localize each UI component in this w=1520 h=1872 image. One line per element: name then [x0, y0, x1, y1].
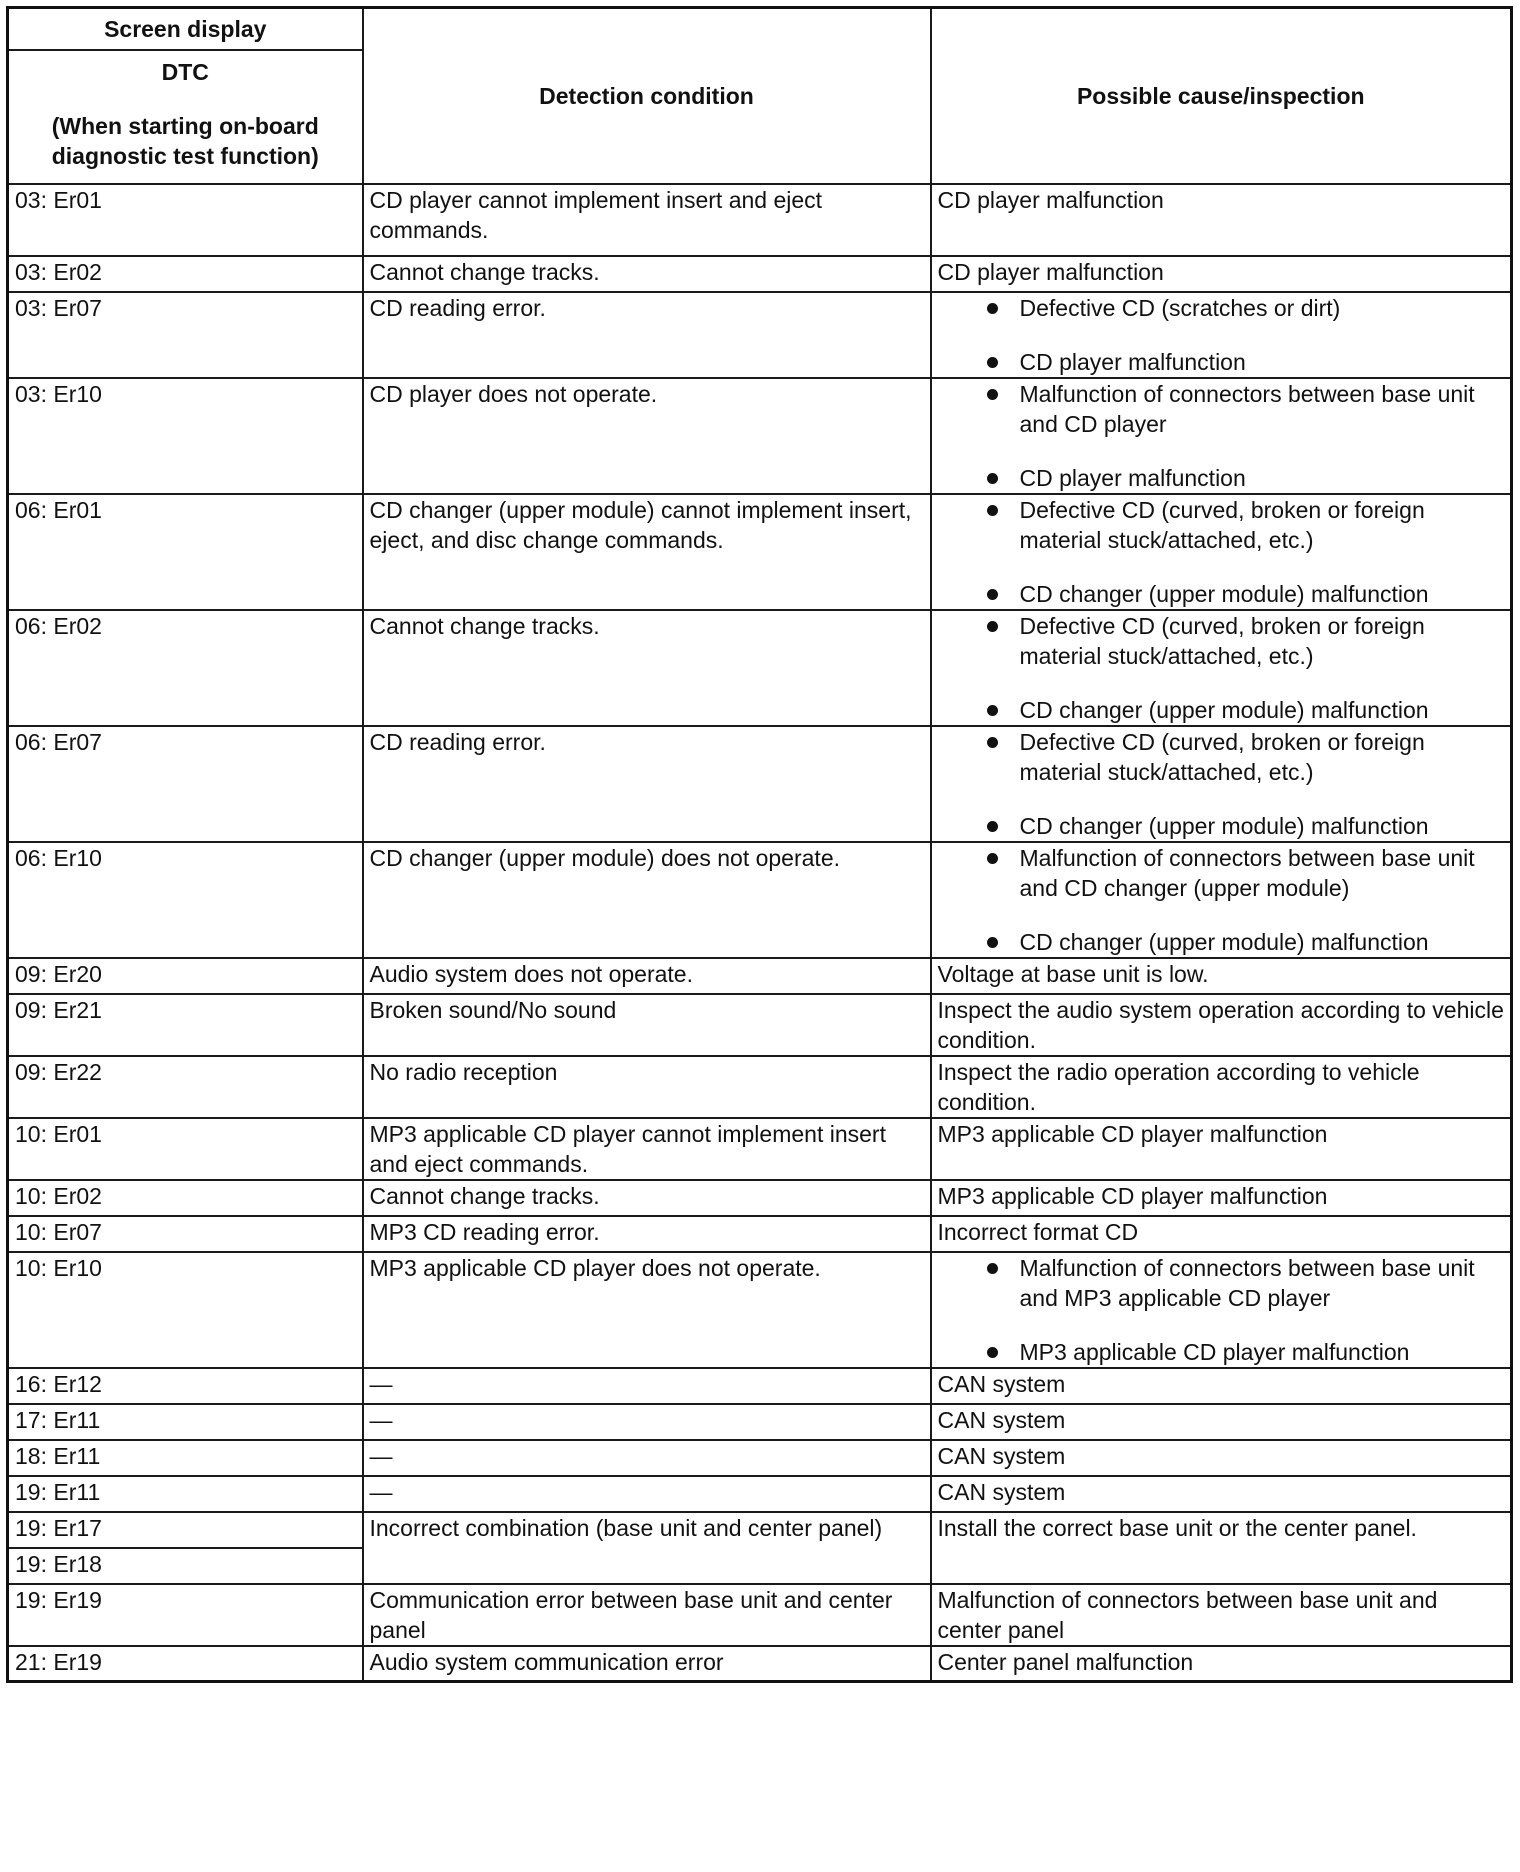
possible-cause [931, 842, 1512, 958]
table-row [8, 958, 1512, 994]
cause-bullet-list [938, 293, 1505, 377]
cause-bullet-item: Defective CD (curved, broken or foreign material stuck/attached, etc.) [938, 495, 1505, 555]
header-screen-display: Screen display [8, 8, 363, 50]
dtc-code: 09: Er22 [8, 1056, 363, 1118]
detection-condition: CD reading error. [363, 292, 931, 378]
detection-condition: No radio reception [363, 1056, 931, 1118]
possible-cause: CAN system [931, 1404, 1512, 1440]
detection-condition: Communication error between base unit and center panel [363, 1584, 931, 1646]
cause-bullet-item: MP3 applicable CD player malfunction [938, 1337, 1505, 1367]
cause-bullet-item: Malfunction of connectors between base unit and CD player [938, 379, 1505, 439]
detection-condition: Audio system does not operate. [363, 958, 931, 994]
detection-condition: Cannot change tracks. [363, 256, 931, 292]
possible-cause: MP3 applicable CD player malfunction [931, 1118, 1512, 1180]
detection-condition: Audio system communication error [363, 1646, 931, 1682]
detection-condition: MP3 CD reading error. [363, 1216, 931, 1252]
detection-condition: Broken sound/No sound [363, 994, 931, 1056]
possible-cause: Center panel malfunction [931, 1646, 1512, 1682]
dtc-code: 10: Er07 [8, 1216, 363, 1252]
table-row [8, 994, 1512, 1056]
cause-bullet-item: Defective CD (curved, broken or foreign material stuck/attached, etc.) [938, 611, 1505, 671]
detection-condition: — [363, 1440, 931, 1476]
cause-bullet-item: Defective CD (curved, broken or foreign material stuck/attached, etc.) [938, 727, 1505, 787]
detection-condition: MP3 applicable CD player cannot implement insert and eject commands. [363, 1118, 931, 1180]
dtc-code: 21: Er19 [8, 1646, 363, 1682]
possible-cause [931, 1252, 1512, 1368]
table-row [8, 726, 1512, 842]
cause-bullet-item: CD changer (upper module) malfunction [938, 579, 1505, 609]
possible-cause [931, 494, 1512, 610]
cause-bullet-list [938, 611, 1505, 725]
dtc-table-container [6, 6, 1513, 1683]
possible-cause: Malfunction of connectors between base unit and center panel [931, 1584, 1512, 1646]
dtc-code: 10: Er10 [8, 1252, 363, 1368]
possible-cause: CD player malfunction [931, 256, 1512, 292]
table-row [8, 1476, 1512, 1512]
dtc-code: 06: Er07 [8, 726, 363, 842]
cause-bullet-item: Defective CD (scratches or dirt) [938, 293, 1505, 323]
dtc-table-body [8, 184, 1512, 1682]
detection-condition: MP3 applicable CD player does not operate. [363, 1252, 931, 1368]
table-row [8, 378, 1512, 494]
dtc-code: 03: Er02 [8, 256, 363, 292]
table-row [8, 292, 1512, 378]
header-dtc-note-2: diagnostic test function) [51, 142, 319, 169]
table-row [8, 256, 1512, 292]
dtc-code: 18: Er11 [8, 1440, 363, 1476]
detection-condition: CD player does not operate. [363, 378, 931, 494]
dtc-code: 06: Er02 [8, 610, 363, 726]
header-dtc [8, 50, 363, 184]
possible-cause: CD player malfunction [931, 184, 1512, 256]
dtc-code: 09: Er20 [8, 958, 363, 994]
cause-bullet-list [938, 495, 1505, 609]
dtc-code: 06: Er10 [8, 842, 363, 958]
cause-bullet-item: CD changer (upper module) malfunction [938, 811, 1505, 841]
dtc-code: 03: Er10 [8, 378, 363, 494]
possible-cause: Incorrect format CD [931, 1216, 1512, 1252]
table-row [8, 1646, 1512, 1682]
dtc-table [6, 6, 1513, 1683]
dtc-code: 19: Er18 [8, 1548, 363, 1584]
detection-condition: CD changer (upper module) cannot implement insert, eject, and disc change commands. [363, 494, 931, 610]
header-detection-condition: Detection condition [363, 8, 931, 184]
possible-cause: Install the correct base unit or the center panel. [931, 1512, 1512, 1584]
detection-condition: Cannot change tracks. [363, 1180, 931, 1216]
possible-cause: Inspect the audio system operation according to vehicle condition. [931, 994, 1512, 1056]
possible-cause [931, 292, 1512, 378]
possible-cause [931, 726, 1512, 842]
detection-condition: CD changer (upper module) does not operate. [363, 842, 931, 958]
cause-bullet-list [938, 379, 1505, 493]
table-row [8, 1216, 1512, 1252]
table-row [8, 1180, 1512, 1216]
cause-bullet-item: CD player malfunction [938, 463, 1505, 493]
dtc-code: 16: Er12 [8, 1368, 363, 1404]
table-row [8, 1118, 1512, 1180]
cause-bullet-item: CD changer (upper module) malfunction [938, 927, 1505, 957]
possible-cause: MP3 applicable CD player malfunction [931, 1180, 1512, 1216]
cause-bullet-item: Malfunction of connectors between base unit and MP3 applicable CD player [938, 1253, 1505, 1313]
table-row [8, 1056, 1512, 1118]
dtc-code: 10: Er02 [8, 1180, 363, 1216]
detection-condition: — [363, 1476, 931, 1512]
possible-cause: Inspect the radio operation according to vehicle condition. [931, 1056, 1512, 1118]
table-row [8, 1368, 1512, 1404]
possible-cause: CAN system [931, 1368, 1512, 1404]
detection-condition: CD reading error. [363, 726, 931, 842]
cause-bullet-list [938, 1253, 1505, 1367]
possible-cause: CAN system [931, 1476, 1512, 1512]
possible-cause: Voltage at base unit is low. [931, 958, 1512, 994]
dtc-code: 06: Er01 [8, 494, 363, 610]
table-row [8, 494, 1512, 610]
dtc-code: 10: Er01 [8, 1118, 363, 1180]
possible-cause [931, 378, 1512, 494]
table-row [8, 1512, 1512, 1548]
table-row [8, 184, 1512, 256]
header-dtc-note-1: (When starting on-board [51, 112, 319, 139]
detection-condition: — [363, 1368, 931, 1404]
table-row [8, 1404, 1512, 1440]
detection-condition: CD player cannot implement insert and eject commands. [363, 184, 931, 256]
table-row [8, 1252, 1512, 1368]
possible-cause [931, 610, 1512, 726]
table-row [8, 842, 1512, 958]
table-row [8, 610, 1512, 726]
detection-condition: — [363, 1404, 931, 1440]
detection-condition: Incorrect combination (base unit and center panel) [363, 1512, 931, 1584]
cause-bullet-list [938, 843, 1505, 957]
cause-bullet-item: CD player malfunction [938, 347, 1505, 377]
cause-bullet-item: Malfunction of connectors between base unit and CD changer (upper module) [938, 843, 1505, 903]
possible-cause: CAN system [931, 1440, 1512, 1476]
dtc-code: 19: Er11 [8, 1476, 363, 1512]
header-possible-cause: Possible cause/inspection [931, 8, 1512, 184]
cause-bullet-list [938, 727, 1505, 841]
dtc-code: 17: Er11 [8, 1404, 363, 1440]
dtc-code: 03: Er01 [8, 184, 363, 256]
dtc-code: 03: Er07 [8, 292, 363, 378]
dtc-code: 19: Er17 [8, 1512, 363, 1548]
dtc-code: 09: Er21 [8, 994, 363, 1056]
dtc-code: 19: Er19 [8, 1584, 363, 1646]
header-dtc-label: DTC [161, 58, 209, 85]
detection-condition: Cannot change tracks. [363, 610, 931, 726]
table-row [8, 1440, 1512, 1476]
table-row [8, 1584, 1512, 1646]
cause-bullet-item: CD changer (upper module) malfunction [938, 695, 1505, 725]
